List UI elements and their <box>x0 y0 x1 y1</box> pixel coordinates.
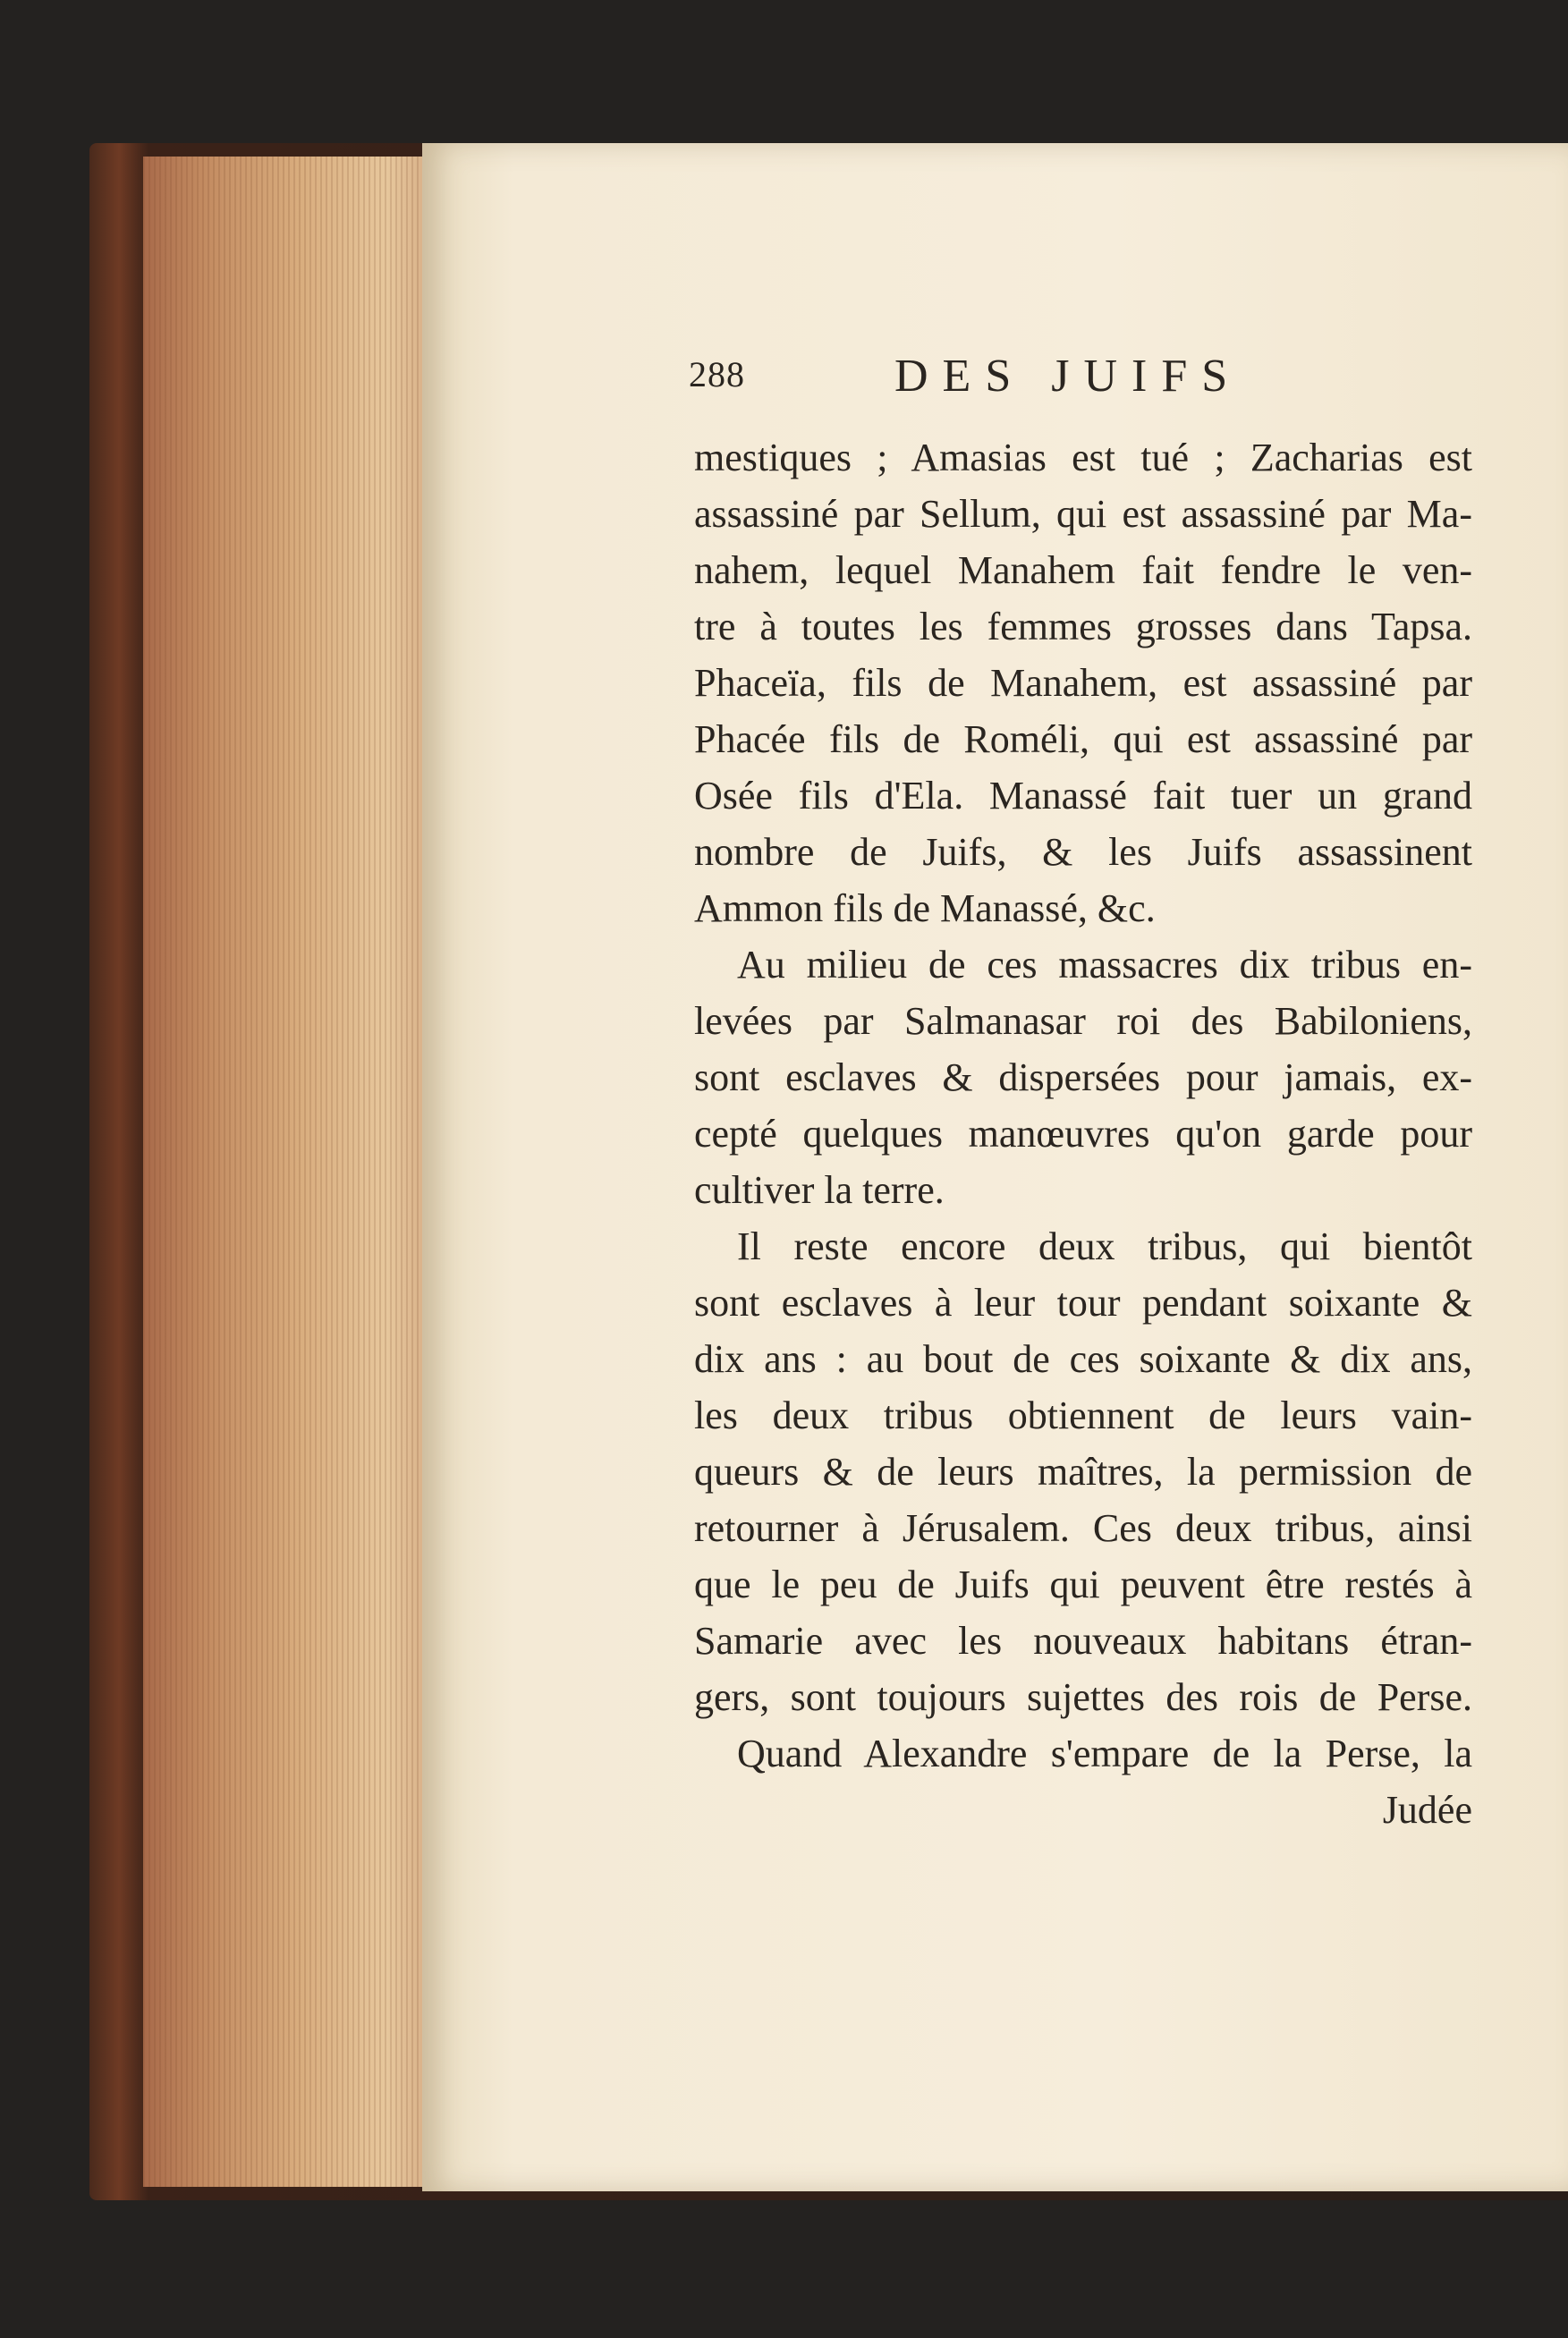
text-line: Osée fils d'Ela. Manassé fait tuer un grand <box>694 774 1472 817</box>
text-line: mestiques ; Amasias est tué ; Zacharias est <box>694 436 1472 479</box>
text-line: dix ans : au bout de ces soixante & dix ans, <box>694 1337 1472 1381</box>
text-line: levées par Salmanasar roi des Babiloniens, <box>694 999 1472 1043</box>
paragraph-start-line: Quand Alexandre s'empare de la Perse, la <box>737 1732 1472 1775</box>
running-title: DES JUIFS <box>894 351 1242 402</box>
text-line: gers, sont toujours sujettes des rois de Perse. <box>694 1675 1472 1719</box>
text-line: Phacée fils de Roméli, qui est assassiné par <box>694 717 1472 761</box>
page-number: 288 <box>689 354 745 394</box>
page-block-edge <box>143 157 429 2187</box>
catchword: Judée <box>1382 1788 1472 1832</box>
text-line: Samarie avec les nouveaux habitans étran- <box>694 1619 1472 1663</box>
paragraph-start-line: Au milieu de ces massacres dix tribus en- <box>737 943 1472 987</box>
text-line: retourner à Jérusalem. Ces deux tribus, ainsi <box>694 1506 1472 1550</box>
text-line: sont esclaves à leur tour pendant soixante & <box>694 1281 1472 1325</box>
text-line: que le peu de Juifs qui peuvent être restés à <box>694 1563 1472 1606</box>
text-line: nombre de Juifs, & les Juifs assassinent <box>694 830 1472 874</box>
text-line: les deux tribus obtiennent de leurs vain- <box>694 1393 1472 1437</box>
text-line: sont esclaves & dispersées pour jamais, ex- <box>694 1055 1472 1099</box>
text-line: Phaceïa, fils de Manahem, est assassiné par <box>694 661 1472 705</box>
text-line: tre à toutes les femmes grosses dans Tapsa. <box>694 605 1472 648</box>
page-header <box>689 353 1458 407</box>
text-line: assassiné par Sellum, qui est assassiné par Ma- <box>694 492 1472 536</box>
body-text <box>694 429 1472 1838</box>
text-line: cepté quelques manœuvres qu'on garde pour <box>694 1112 1472 1156</box>
text-line: nahem, lequel Manahem fait fendre le ven- <box>694 548 1472 592</box>
text-line: cultiver la terre. <box>694 1168 945 1212</box>
paragraph-start-line: Il reste encore deux tribus, qui bientôt <box>737 1224 1472 1268</box>
text-line: queurs & de leurs maîtres, la permission de <box>694 1450 1472 1494</box>
text-line: Ammon fils de Manassé, &c. <box>694 886 1156 930</box>
